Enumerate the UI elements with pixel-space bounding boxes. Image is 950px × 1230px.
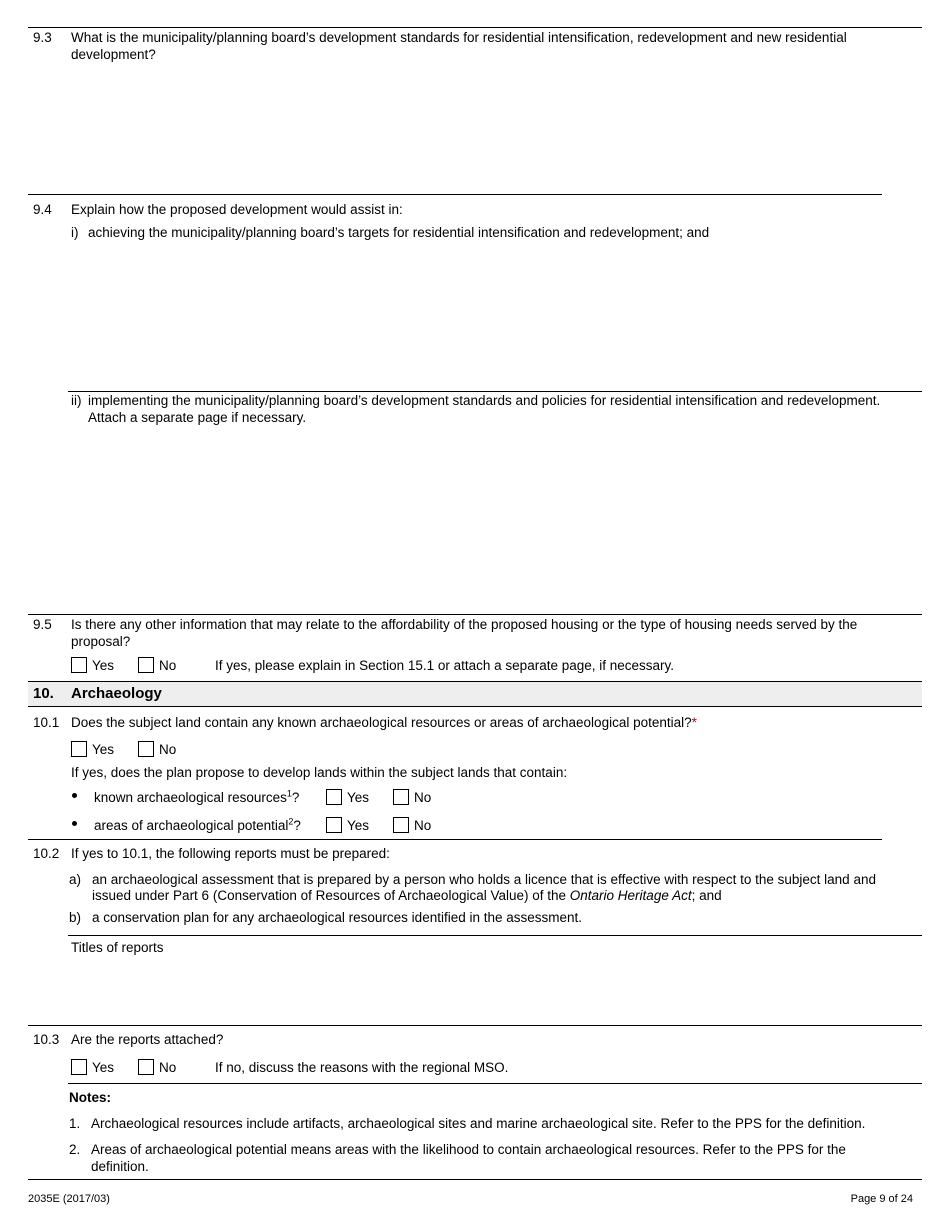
yes-label: Yes [347,790,370,805]
no-label: No [159,742,177,757]
field-label: Titles of reports [71,940,164,955]
question-text: What is the municipality/planning board’s development standards for residential intensification, redevelopment and new residential [71,30,847,45]
question-text: Does the subject land contain any known archaeological resources or areas of archaeological potential?* [71,715,697,730]
list-marker: b) [69,910,82,925]
no-label: No [159,1060,177,1075]
list-item-text: areas of archaeological potential$^2$? [94,816,301,833]
yes-checkbox[interactable] [71,657,87,673]
yes-label: Yes [92,658,115,673]
divider [28,194,882,195]
note-marker: 2. [69,1142,81,1157]
question-text: Is there any other information that may relate to the affordability of the proposed housing or the type of housing needs served by the [71,617,858,632]
sub-question-text-continued: Attach a separate page if necessary. [88,410,307,425]
divider [68,935,922,936]
bullet [72,821,77,826]
divider [28,27,922,28]
note-marker: 1. [69,1116,81,1131]
divider [28,1025,922,1026]
no-checkbox[interactable] [393,789,409,805]
question-number: 10.2 [33,846,60,861]
no-label: No [414,790,432,805]
question-text: Are the reports attached? [71,1032,224,1047]
list-marker: a) [69,872,82,887]
yes-label: Yes [347,818,370,833]
no-label: No [414,818,432,833]
no-checkbox[interactable] [138,1059,154,1075]
instruction-text: If yes, please explain in Section 15.1 or attach a separate page, if necessary. [215,658,675,673]
question-text: Explain how the proposed development would assist in: [71,202,403,217]
yes-checkbox[interactable] [71,741,87,757]
list-item-text-continued: issued under Part 6 (Conservation of Resources of Archaeological Value) of the Ontario Heritage Act; and [92,888,722,903]
list-item-text: known archaeological resources$^1$? [94,788,300,805]
yes-label: Yes [92,742,115,757]
list-item-text: a conservation plan for any archaeological resources identified in the assessment. [92,910,583,925]
form-id: 2035E (2017/03) [28,1193,110,1205]
notes-heading: Notes: [69,1090,112,1105]
question-number: 10.1 [33,715,60,730]
yes-checkbox[interactable] [326,817,342,833]
sub-question-text: achieving the municipality/planning board’s targets for residential intensification and redevelopment; and [88,225,710,240]
note-text: Areas of archaeological potential means areas with the likelihood to contain archaeological resources. Refer to the PPS for the [91,1142,846,1157]
list-marker: i) [71,225,79,240]
answer-area-9-3[interactable] [68,66,882,192]
question-text-continued: proposal? [71,634,131,649]
sub-question-text: implementing the municipality/planning board’s development standards and policies for residential intensification and redevelopment. [88,393,881,408]
question-number: 9.4 [33,202,52,217]
required-marker: * [691,715,697,730]
no-checkbox[interactable] [393,817,409,833]
question-text: If yes to 10.1, the following reports must be prepared: [71,846,390,861]
divider [28,839,882,840]
yes-checkbox[interactable] [71,1059,87,1075]
answer-area-9-4-i[interactable] [68,244,922,388]
divider [28,1179,922,1180]
divider [68,1083,922,1084]
question-text-continued: development? [71,47,156,62]
question-number: 10.3 [33,1032,60,1047]
section-number: 10. [33,685,54,702]
section-header [28,681,922,707]
page-number: Page 9 of 24 [850,1193,913,1205]
yes-checkbox[interactable] [326,789,342,805]
divider [28,614,922,615]
bullet [72,793,77,798]
instruction-text: If no, discuss the reasons with the regional MSO. [215,1060,509,1075]
no-checkbox[interactable] [138,741,154,757]
no-checkbox[interactable] [138,657,154,673]
question-number: 9.5 [33,617,52,632]
note-text-continued: definition. [91,1159,149,1174]
list-marker: ii) [71,393,82,408]
list-item-text: an archaeological assessment that is prepared by a person who holds a licence that is effective with respect to the subject land and [92,872,876,887]
yes-label: Yes [92,1060,115,1075]
titles-of-reports-input[interactable] [68,958,922,1022]
answer-area-9-4-ii[interactable] [68,430,922,610]
followup-question-text: If yes, does the plan propose to develop lands within the subject lands that contain: [71,765,568,780]
note-text: Archaeological resources include artifacts, archaeological sites and marine archaeological site. Refer to the PPS for the definition. [91,1116,866,1131]
question-number: 9.3 [33,30,52,45]
no-label: No [159,658,177,673]
section-title: Archaeology [71,685,162,702]
